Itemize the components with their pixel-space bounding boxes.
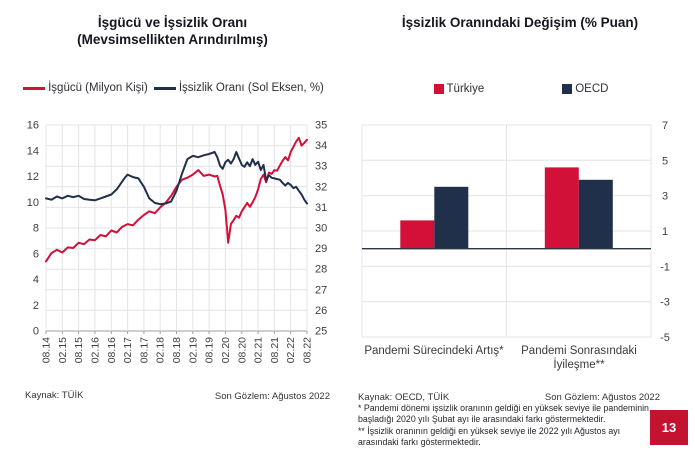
left-chart-title-line2: (Mevsimsellikten Arındırılmış)	[77, 32, 268, 47]
bar-category-2-label: Pandemi Sonrasındaki İyileşme**	[521, 345, 637, 371]
right-chart-legend	[347, 83, 695, 95]
svg-text:33: 33	[315, 160, 328, 173]
legend-label-issizlik: İşsizlik Oranı (Sol Eksen, %)	[178, 82, 324, 94]
svg-text:02.15: 02.15	[56, 337, 69, 364]
svg-text:08.20: 08.20	[236, 337, 249, 364]
labor-unemployment-line-chart	[0, 110, 347, 375]
right-last-observation-label: Son Gözlem: Ağustos 2022	[544, 392, 660, 403]
turkiye-square-swatch	[434, 84, 444, 94]
svg-text:10: 10	[26, 196, 39, 209]
svg-text:08.21: 08.21	[268, 337, 281, 364]
svg-text:26: 26	[315, 304, 328, 317]
svg-text:-5: -5	[660, 332, 670, 344]
oecd-square-swatch	[562, 84, 572, 94]
issizlik-line-swatch	[154, 87, 176, 90]
svg-text:02.16: 02.16	[89, 337, 102, 364]
legend-item-isgucu	[23, 82, 148, 94]
unemployment-change-bar-chart	[347, 110, 695, 344]
legend-item-oecd	[562, 83, 608, 95]
svg-text:02.17: 02.17	[122, 337, 135, 364]
svg-text:31: 31	[315, 201, 328, 214]
svg-text:0: 0	[32, 325, 39, 338]
svg-text:34: 34	[315, 140, 328, 153]
footnote-1: * Pandemi dönemi işsizlik oranının geldiği en yüksek seviye ile pandeminin başladığı 2020 yılı Şubat ayı ile arasındaki farkı göstermektedir.	[358, 403, 649, 424]
footnotes	[358, 403, 658, 449]
svg-text:02.20: 02.20	[219, 337, 232, 364]
svg-text:27: 27	[315, 284, 328, 297]
left-chart-title	[25, 14, 320, 48]
left-chart-legend	[0, 82, 347, 94]
svg-text:29: 29	[315, 243, 328, 256]
svg-text:2: 2	[32, 299, 39, 312]
svg-text:7: 7	[661, 120, 669, 132]
svg-text:02.19: 02.19	[187, 337, 200, 364]
svg-text:28: 28	[315, 263, 328, 276]
svg-text:08.16: 08.16	[105, 337, 118, 364]
legend-label-isgucu: İşgücü (Milyon Kişi)	[48, 82, 148, 94]
svg-text:6: 6	[32, 248, 39, 261]
legend-label-turkiye: Türkiye	[446, 83, 485, 95]
svg-text:12: 12	[26, 171, 39, 183]
page-number: 13	[661, 420, 677, 435]
svg-text:08.19: 08.19	[203, 337, 216, 364]
left-chart-title-line1: İşgücü ve İşsizlik Oranı	[97, 15, 248, 30]
svg-text:5: 5	[661, 155, 669, 168]
footnote-2: ** İşsizlik oranının geldiği en yüksek seviye ile 2022 yılı Ağustos ayı arasındaki farkı göstermektedir.	[358, 426, 621, 447]
svg-text:16: 16	[26, 119, 39, 132]
svg-text:02.21: 02.21	[252, 337, 265, 364]
isgucu-line-swatch	[23, 87, 45, 90]
svg-text:08.17: 08.17	[138, 337, 151, 364]
svg-text:02.22: 02.22	[285, 337, 298, 364]
left-last-observation-label: Son Gözlem: Ağustos 2022	[214, 391, 330, 402]
svg-text:-1: -1	[660, 261, 670, 274]
svg-text:02.18: 02.18	[154, 337, 167, 364]
right-chart-title	[355, 14, 685, 31]
svg-text:14: 14	[26, 145, 39, 158]
legend-item-issizlik	[154, 82, 324, 94]
bar-category-1-label: Pandemi Sürecindeki Artış*	[364, 345, 504, 357]
svg-text:08.18: 08.18	[171, 337, 183, 364]
legend-item-turkiye	[434, 83, 485, 95]
svg-text:08.22: 08.22	[301, 337, 314, 364]
svg-text:-3: -3	[660, 296, 670, 309]
svg-text:4: 4	[32, 274, 39, 286]
right-chart-title-line1: İşsizlik Oranındaki Değişim (% Puan)	[401, 15, 639, 30]
svg-text:35: 35	[315, 119, 328, 132]
svg-text:32: 32	[315, 181, 328, 194]
left-source-label: Kaynak: TÜİK	[25, 390, 84, 401]
svg-text:25: 25	[315, 325, 328, 338]
page-number-badge	[650, 410, 688, 445]
svg-text:08.14: 08.14	[40, 337, 53, 364]
svg-text:08.15: 08.15	[73, 337, 86, 364]
right-source-label: Kaynak: OECD, TÜİK	[358, 392, 450, 403]
svg-text:8: 8	[32, 222, 39, 235]
svg-text:1: 1	[661, 226, 669, 238]
legend-label-oecd: OECD	[575, 83, 609, 95]
svg-text:30: 30	[315, 222, 328, 235]
svg-text:3: 3	[661, 190, 669, 203]
